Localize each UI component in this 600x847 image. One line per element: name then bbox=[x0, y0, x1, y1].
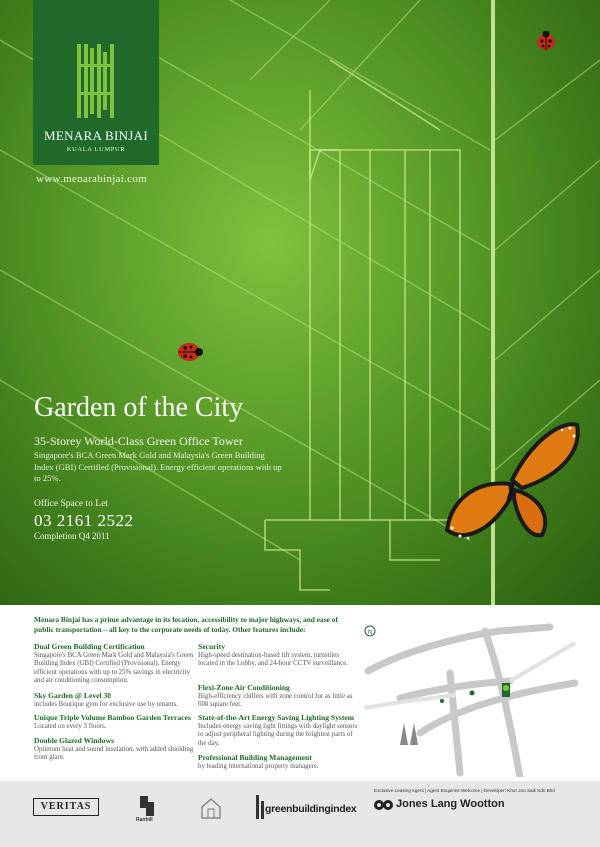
feature-title: Double Glazed Windows bbox=[34, 736, 114, 745]
hero-description: Singapore's BCA Green Mark Gold and Malaysia's Green Building Index (GBI) Certified (Provisional). Energy efficient operations with up to 25%. bbox=[34, 450, 282, 483]
veritas-logo: VERITAS bbox=[33, 798, 99, 816]
feature-lighting-system bbox=[198, 713, 358, 748]
feature-title: Unique Triple Volume Bamboo Garden Terraces bbox=[34, 713, 191, 722]
feature-body: includes Boutique gym for exclusive use by tenants. bbox=[34, 700, 178, 708]
completion-date: Completion Q4 2011 bbox=[34, 531, 110, 541]
ranhill-logo-icon bbox=[140, 796, 154, 816]
office-space-label: Office Space to Let bbox=[34, 499, 108, 509]
footer-logos bbox=[0, 781, 600, 847]
features-section bbox=[0, 605, 600, 781]
feature-body: High-speed destination-based lift system, turnstiles located in the Lobby, and 24-hour CCTV surveillance. bbox=[198, 651, 349, 668]
feature-body: by leading international property managers. bbox=[198, 762, 319, 770]
feature-title: Professional Building Management bbox=[198, 753, 312, 762]
phone-number[interactable]: 03 2161 2522 bbox=[34, 511, 134, 530]
feature-title: Sky Garden @ Level 30 bbox=[34, 691, 112, 700]
agent-line: Exclusive Leasing Agent | Agent Enquiries Welcome | Developer: Khor Joo Saik Sdn Bhd bbox=[374, 788, 555, 793]
feature-security bbox=[198, 642, 358, 669]
jones-lang-wootton-icon bbox=[374, 799, 394, 811]
ladybug-icon bbox=[535, 31, 557, 51]
feature-body: Singapore's BCA Green Mark Gold and Malaysia's Green Building Index (GBI) Certified (Provisional). Energy efficient operations with up to 25% savings in electricity and air conditioning consumption. bbox=[34, 651, 194, 685]
website-link[interactable]: www.menarabinjai.com bbox=[36, 173, 147, 185]
brand-city: KUALA LUMPUR bbox=[66, 146, 126, 153]
feature-air-conditioning bbox=[198, 683, 358, 710]
ranhill-label: Ranhill bbox=[136, 817, 153, 823]
subheadline: 35-Storey World-Class Green Office Tower bbox=[34, 434, 243, 448]
feature-building-management bbox=[198, 753, 358, 771]
feature-sky-garden bbox=[34, 691, 194, 709]
feature-title: Security bbox=[198, 642, 225, 651]
feature-body: Includes energy saving light fittings with daylight sensors to adjust peripheral lighting during the brightest parts of the day. bbox=[198, 722, 358, 747]
feature-double-glazed bbox=[34, 736, 194, 763]
house-logo-icon bbox=[200, 797, 222, 819]
feature-bamboo-terraces bbox=[34, 713, 194, 731]
feature-body: Located on every 3 floors. bbox=[34, 722, 107, 730]
svg-text:N: N bbox=[368, 630, 373, 636]
feature-body: High-efficiency chillers with zone control for as little as 600 square feet. bbox=[198, 692, 353, 709]
headline: Garden of the City bbox=[34, 392, 244, 423]
ladybug-icon bbox=[175, 341, 203, 363]
feature-title: Flexi-Zone Air Conditioning bbox=[198, 683, 290, 692]
feature-title: State-of-the-Art Energy Saving Lighting System bbox=[198, 713, 355, 722]
gbi-label: greenbuildingindex bbox=[265, 803, 357, 815]
intro-text: Menara Binjai has a prime advantage in its location, accessibility to major highways, and ease of public transportation – all key to the corporate needs of today. Other features include: bbox=[34, 615, 338, 634]
butterfly-icon bbox=[442, 420, 582, 550]
jones-lang-wootton-label: Jones Lang Wootton bbox=[396, 798, 505, 810]
brand-logo-block bbox=[33, 0, 159, 165]
feature-body: Optimum heat and sound insulation, with added shielding from glare. bbox=[34, 745, 194, 762]
menara-binjai-logo-icon bbox=[77, 44, 115, 118]
feature-title: Dual Green Building Certification bbox=[34, 642, 145, 651]
brand-name: MENARA BINJAI bbox=[44, 128, 148, 143]
location-map bbox=[360, 613, 582, 777]
feature-dual-certification bbox=[34, 642, 194, 686]
